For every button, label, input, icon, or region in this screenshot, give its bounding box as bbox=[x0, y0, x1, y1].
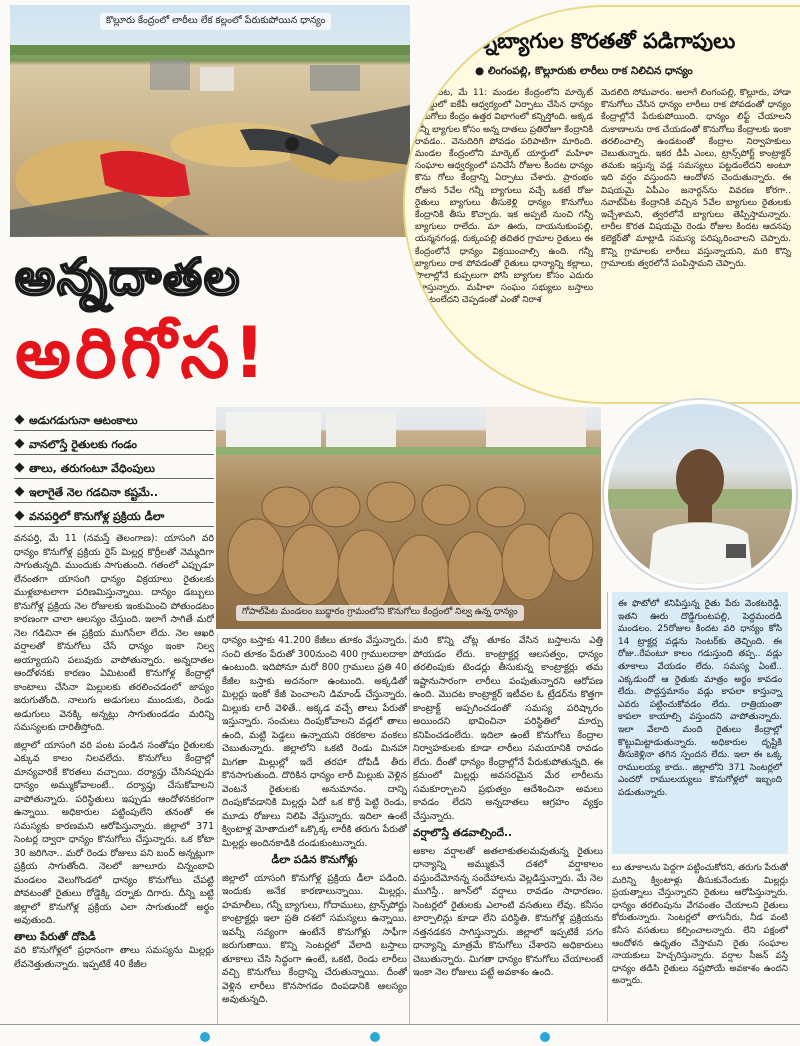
column-divider bbox=[217, 634, 218, 1024]
column-divider bbox=[607, 592, 608, 1022]
footer-dot-icon bbox=[370, 1032, 380, 1042]
article-subhead: తాలు పేరుతో దోపిడీ bbox=[14, 930, 96, 943]
bullet-icon bbox=[15, 439, 25, 449]
market-photo-caption: గోపాల్‌పేట మండలం బుద్ధారం గ్రామంలోని కొనుగోలు కేంద్రంలో నిల్వ ఉన్న ధాన్యం bbox=[236, 605, 524, 621]
sidebar-story-col2: మెదలిది సోమవారం. అలాగే లింగంపల్లి, కొల్లూరు, హాడా కొనుగోలు చేసిన ధాన్యం లారీలు రాక పోవడంతో ధాన్యం కేంద్రాల్లోనే పేరుకుపోయింది. ధాన్యం లిఫ్ట్ చేయాలని దుకాణాలను రాక చేయడంతో కొనుగోలు కేంద్రాలకు ఇంకా తరలించాల్సి ఉండటంతో కేంద్రాల నిర్వాహకులు చెబుతున్నారు. ఇకర డీపీ ఎంలు, ట్రాన్స్‌పోర్ట్ కాంట్రాక్టర్ తమకు ఇస్తున్న వడ్ల సమస్యలు పట్టడంలేదని అంటూ ఇది వర్షం వస్తుందని ఆందోళన చెందుతున్నారు. ఈ విషయమై ఏపీఎం జనార్దన్‌ను వివరణ కోరగా.. నవాబ్‌పేట కేంద్రానికి వచ్చిన 5వేల బ్యాగులు రైతులకు ఇచ్చేశామని, త్వరలోనే బ్యాగులు తెప్పిస్తామన్నారు. లారీల కొరత విషయమై రెండు రోజుల కిందట ఆదనపు కలెక్టర్‌తో మాట్లాడి సమస్య పరిష్కరించాలని చెప్పారు. కొన్ని గ్రామాలకు లారీలు వస్తున్నాయని, మరి కొన్ని గ్రామాలకు త్వరలోనే పంపిస్తామని చెప్పారు. bbox=[601, 88, 791, 269]
grain-bags-illustration bbox=[216, 407, 601, 629]
bottom-right-text: లు తూకాలను పెద్దగా పట్టించుకోరని, తరుగు పేరుతో మరిన్ని క్వింటాళ్లు తీసుకునేందుకు మిల్లర్లు ప్రయత్నాలు చేస్తున్నారని రైతులు ఆరోపిస్తున్నారు. ధాన్యం తరలింపును వేగవంతం చేయాలని రైతులు కోరుతున్నారు. సెంటర్లలో తాగునీరు, నీడ వంటి కనీస వసతులు కల్పించాలన్నారు. లేని పక్షంలో ఆందోళన ఉధృతం చేస్తామని రైతు సంఘాల నాయకులు హెచ్చరిస్తున్నారు. వర్షాల సీజన్ వస్తే ధాన్యం తడిసి రైతులు నష్టపోయే అవకాశం ఉందని అన్నారు. bbox=[612, 863, 788, 987]
column-divider bbox=[409, 634, 410, 1024]
article-paragraph: ధాన్యం బస్తాకు 41.200 కేజీలు తూకం వేస్తున్నారు. సంచి తూకం పేరుతో 300నుంచి 400 గ్రాములదాకా ఉంటుంది. ఇదిపోనూ మరో 800 గ్రాములు ప్రతి 40 కేజీల బస్తాకు అదనంగా ఉంటుంది. అక్కడితో మిల్లర్లు ఇంకో కేజీ పెంచాలని డిమాండ్ చేస్తున్నారు. మిల్లుకు లారీ వెళితే.. అక్కడ వచ్చే తాలు పేరుతో ఇస్తున్నారు. సంచులు దింపుకోవాలని వడ్లలో తాలు ఉంది, మట్టి పెడ్డలు ఉన్నాయని రకరకాల వంకలు చెబుతున్నారు. జిల్లాలోని ఒకటి రెండు మినహా మిగతా మిల్లుల్లో ఇదే తరహా దోపిడీ తీరు కొనసాగుతుంది. దొరికిన ధాన్యం లారీ మిల్లుకు వెళ్లిన వెంటనే రైతులకు అనుమానం. దాన్ని దింపుకోవడానికి మిల్లర్లు ఏదో ఒక కొర్రీ పెట్టి రెండు, మూడు రోజులు నిలిపి వేస్తున్నారు. ఇదిలా ఉంటే క్వింటాళ్ల మోతాదులో ఒక్కొక్క లారీకి తరుగు పేరుతో మిల్లర్లు అందినకాడికి దండుకుంటున్నారు. bbox=[222, 635, 407, 849]
bullet-item: తాలు, తరుగంటూ వేధింపులు bbox=[14, 460, 214, 479]
article-column-right bbox=[413, 634, 603, 1026]
bullet-icon bbox=[15, 463, 25, 473]
bullet-icon bbox=[15, 487, 25, 497]
bullet-item: వనపర్తిలో కొనుగోళ్ల ప్రక్రియ డీలా bbox=[14, 508, 214, 527]
sidebar-story-col1: నవాబ్‌పేట, మే 11: మండల కేంద్రంలోని మార్కెట్ యార్డులో ఐకేపీ ఆధ్వర్యంలో ఏర్పాటు చేసిన ధాన్యం కొనుగోలు కేంద్రం ఉత్తర విభాగంలో కన్నిస్తోంది. అక్కడ గన్నీ బ్యాగుల కోసం అన్న దాతలు ప్రతిరోజూ కేంద్రానికి రావడం.. వెనుదిరిగి పోవడం పరిపాటిగా మారింది. మండల కేంద్రంలోని మార్కెట్ యార్డులో మహిళా సంఘాల ఆధ్వర్యంలో పనిచేసే రోజుల కిందట ధాన్యం కొను గోలు కేంద్రాన్ని ఏర్పాటు చేశారు. ప్రారంభం రోజున 5వేల గన్నీ బ్యాగులు వచ్చే ఒకటే రోజు రైతులు బ్యాగులు తీసుకెళ్లి ధాన్యం కొనుగోలు కేంద్రానికి తీసు కొచ్చారు. ఇక అప్పటి నుంచి గన్నీ బ్యాగులు రాలేదు. మా ఊరు, దాయనుకుంపల్లి, యన్మనగండ్ల, రుక్కంపల్లి తదితర గ్రామాల రైతులు ఈ కేంద్రంలోనే ధాన్యం విక్రయించాల్సి ఉంది. గన్నీ బ్యాగులు రాక పోవడంతో రైతులు ధాన్యాన్ని కల్లాలు, పొలాల్లోనే కుప్పలుగా పోసి బ్యాగుల కోసం ఎదురు చూస్తున్నారు. మహిళా సంఘం సభ్యులు బస్తాలు రావటంలేదని చెప్పడంతో ఎంతో నిరాశ bbox=[415, 88, 593, 306]
footer-dots bbox=[200, 1027, 550, 1046]
sidebar-story-subtitle: ● లింగంపల్లి, కొల్లూరుకు లారీలు రాక నిలిచిన ధాన్యం bbox=[475, 65, 693, 77]
headline-line2: అరిగోస! bbox=[15, 312, 270, 394]
article-paragraph: అకాల వర్షాలతో అతలాకుతలమవుతున్న రైతులు ధాన్యాన్ని అమ్ముకునే దశలో వర్షాకాలం వస్తుందేమోనన్న సందేహాలను వెల్లడిస్తున్నారు. మే నెల ముగిస్తే.. జూన్‌లో వర్షాలు రావడం సాధారణం. సెంటర్లలో రైతులకు ఎలాంటి వసతులు లేవు. కనీసం టార్పాలిన్లు కూడా లేని పరిస్థితి. కొనుగోళ్ల ప్రక్రియను నత్తనడకన సాగిస్తున్నారు. జిల్లాలో ఇప్పటికే సగం ధాన్యాన్ని మాత్రమే కొనుగోలు చేశారని అధికారులు చెబుతున్నారు. మిగతా ధాన్యం కొనుగోలు చేయాలంటే ఇంకా నెల రోజులు పట్టే అవకాశం ఉంది. bbox=[413, 845, 603, 978]
article-column-middle bbox=[222, 634, 407, 1026]
bullet-icon bbox=[15, 511, 25, 521]
article-subhead: డీలా పడిన కొనుగోళ్లు bbox=[271, 854, 358, 866]
footer-dot-icon bbox=[540, 1032, 550, 1042]
article-column-left bbox=[14, 532, 214, 1022]
bullet-item: ఇలాగైతే నెల గడచినా కష్టమే.. bbox=[14, 484, 214, 503]
article-paragraph: వరి కొనుగోళ్లలో ప్రధానంగా తాలు సమస్యను మిల్లర్లు లేవనెత్తుతున్నారు. ఇప్పటికే 40 కేజీల bbox=[14, 945, 214, 970]
sidebar-story-title: గన్నీబ్యాగుల కొరతతో పడిగాపులు bbox=[463, 29, 736, 53]
article-paragraph: జిల్లాలో యాసంగి వరి పంట పండిన సంతోషం రైతులకు ఎక్కువ కాలం నిలవలేదు. కొనుగోలు కేంద్రాల్లో మాన్యవారికే కొరతలు వచ్చాయి. దర్యాప్తు చేసినప్పుడు ధాన్యం అమ్ముకోవాలంటే.. దర్యాప్తు చేసుకోవాలని వాపోతున్నారు. పరిస్థితులు ఇప్పుడు ఆందోళనకరంగా ఉన్నాయి. అధికారుల పట్టింపులేని తనంతో ఈ సమస్యకు కారణమని ఆరోపిస్తున్నారు. జిల్లాలో 371 సెంటర్ల ద్వారా ధాన్యం కొనుగోలు చేస్తున్నారు. ఒక కోటా 30 జరిగినా.. మరో రెండు రోజులు పని బంద్ అన్నట్లుగా ప్రక్రియ సాగుతోంది. నెలలో జూలూరు చిన్నంబావి మండలం వెలుగొండలో ధాన్యం కొనుగోలు చేపట్టి పోవటంతో రైతులు రోడ్డెక్కి దర్నాకు దిగారు. దీన్ని బట్టి జిల్లాలో కొనుగోళ్ల ప్రక్రియ ఎలా సాగుతుందో అర్థం అవుతుంది. bbox=[14, 739, 214, 926]
farmer-portrait-frame bbox=[604, 400, 796, 588]
farmer-caption-box: ఈ ఫొటోలో కనిపిస్తున్న రైతు పేరు వెంకటరెడ్డి. ఇతని ఊరు దొడ్డిగుంటపల్లి, పెద్దమందడి మండలం. 25రోజుల కిందట వరి ధాన్యం కోసి 14 ట్రాక్టర్ల వడ్లను సెంటర్‌కు తెచ్చింది. ఈ రోజు..రేపంటూ కాలం గడుస్తుంది తప్ప.. వడ్లు తూకాలు వేయడం లేదు. సమస్య ఏంటే.. ఎక్కడుందో ఆ రైతుకు మాత్రం అర్థం కావడం లేదు. పొద్దస్తమానం వడ్లు కాపలా కాస్తున్నా ఎవరు పట్టించుకోవడం లేదు. రాత్రియంతా కాపలా కాయాల్సి వస్తుందని వాపోతున్నారు. ఇలా వేలాది మంది రైతులు కేంద్రాల్లో కొట్టుమిట్టాడుతున్నారు. అధికారుల దృష్టికి తీసుకెళ్లినా తగిన స్పందన లేదు. ఇలా ఈ ఒక్క రాములయ్య కాదు.. జిల్లాలోని 371 సెంటర్లలో ఎందరో రాములయ్యలు కొనుగోళ్లలో ఇబ్బంది పడుతున్నారు. bbox=[612, 592, 788, 854]
footer-rule bbox=[0, 1024, 800, 1025]
bullet-dot-icon: ● bbox=[475, 65, 488, 77]
article-subhead: వర్షాలొస్తే తడవాల్సిందే.. bbox=[413, 827, 513, 839]
farmer-illustration bbox=[608, 404, 792, 584]
article-paragraph: జిల్లాలో యాసంగి కొనుగోళ్ల ప్రక్రియ డీలా పడింది. ఇందుకు అనేక కారణాలున్నాయి. మిల్లర్లు, హమాలీలు, గన్నీ బ్యాగులు, గోదాములు, ట్రాన్స్‌పోర్టు కాంట్రాక్టర్లు ఇలా ప్రతి దశలో సమస్యలు ఉన్నాయి. ఇవన్నీ సవ్యంగా ఉంటేనే కొనుగోళ్లు సాఫీగా జరుగుతాయి. కొన్ని సెంటర్లలో వేలాది బస్తాలు తూకాలు చేసి సిద్ధంగా ఉంటే, ఒకటి, రెండు లారీలు వచ్చి కొనుగోలు కేంద్రాన్ని చేరుతున్నాయి. దీంతో వెళ్లిన లారీలు కొనసాగడం దింపడానికి ఆలస్యం అవుతున్నది. bbox=[222, 872, 407, 1005]
bullet-item: అడుగడుగునా ఆటంకాలు bbox=[14, 412, 214, 431]
market-yard-photo bbox=[216, 407, 601, 629]
article-paragraph: వనపర్తి, మే 11 (నమస్తే తెలంగాణ): యాసంగి వరి ధాన్యం కొనుగోళ్ల ప్రక్రియ రైస్ మిల్లర్ల కొర్రీలతో నెమ్మదిగా సాగుతున్నది. ముందుకు సాగుతుంది. గతంలో ఎప్పుడూ లేనంతగా యాసంగి ధాన్యం విక్రయాలు రైతులకు ముళ్లబాటలాగా పరిణమిస్తున్నాయి. దాన్యం డబ్బులు కొనుగోళ్ల ప్రక్రియ నెల రోజులకు ఇంకుమించి పోతుండటం కారణంగా చాలా ఆలస్యం చేస్తుంది. ఇలాగే సాగితే మరో నెల గడిచినా ఈ ప్రక్రియ ముగిసేలా లేదు. నెల ఆఖరి వర్షాలతో కొనుగోలు చేసే ధాన్యం ఇంకా నిల్వ అయ్యాయని పలువురు వాపోతున్నారు. అన్నదాతల ఆందోళనకు కారణం ఏమిటంటే కొనుగోళ్ల కేంద్రాల్లో కాంటాలు చేసినా మిల్లులకు తరలించడంలో జాప్యం జరుగుతోంది. నాలుగు అడుగులు ముందుకు, రెండు అడుగులు వెనక్కి అన్నట్లు సాగుతుండడం మరిన్ని సమస్యలకు దారితీస్తోంది. bbox=[14, 533, 214, 733]
bullet-item: వానలొస్తే రైతులకు గండం bbox=[14, 436, 214, 455]
paddy-heaps-illustration bbox=[10, 5, 410, 237]
top-photo-caption: కొల్లూరు కేంద్రంలో లారీలు లేక కల్లంలో పేరుకుపోయిన ధాన్యం bbox=[100, 13, 331, 30]
top-field-photo bbox=[10, 5, 410, 237]
bullet-icon bbox=[15, 415, 25, 425]
sidebar-story-panel bbox=[403, 5, 800, 404]
headline-line1: అన్నదాతల bbox=[15, 248, 242, 306]
article-paragraph: మరి కొన్ని చోట్ల తూకం వేసిన బస్తాలను ఎత్తి పోయడం లేదు. కాంట్రాక్టర్ల ఆలసత్వం, ధాన్యం తరలింపుకు టెండర్లు తీసుకున్న కాంట్రాక్టర్లు తమ ఇష్టానుసారంగా లారీలు పంపుతున్నారని ఆరోపణ ఉంది. మొదట కాంట్రాక్టర్ ఇటీవల ఓ ట్రేడర్‌ను కొత్తగా కాంట్రాక్ట్ అప్పగించడంతో సమస్య పరిష్కారం అయిందని భావించినా పరిస్థితిలో మార్పు కనిపించడంలేదు. ఇదిలా ఉంటే కొనుగోలు కేంద్రాల నిర్వాహకులకు కూడా లారీలు సమయానికి రావడం లేదు. దీంతో ధాన్యం కేంద్రాల్లోనే పేరుకుపోతున్నది. ఈ క్రమంలో మిల్లర్లు అవసరమైన మేర లారీలను సమకూర్చాలని ప్రభుత్వం ఆదేశించినా అమలు కావడం లేదని అన్నదాతలు ఆగ్రహం వ్యక్తం చేస్తున్నారు. bbox=[413, 635, 603, 822]
footer-dot-icon bbox=[200, 1032, 210, 1042]
